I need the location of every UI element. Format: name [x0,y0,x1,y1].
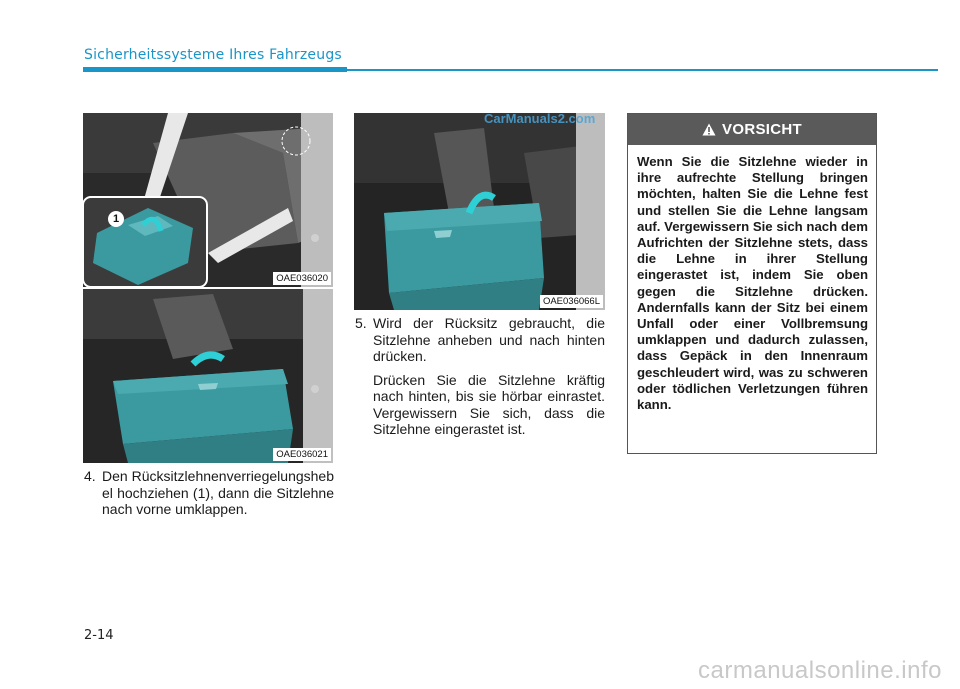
warning-body: Wenn Sie die Sitzlehne wieder in ihre aufrechte Stellung bringen möchten, halten Sie die Lehne fest und stellen Sie die Lehne langsam auf. Vergewissern Sie sich nach dem Aufrichten der Sitzlehne stets, dass die Lehne in ihrer Stellung eingerastet ist, indem Sie oben gegen die Sitzlehne drücken. Andernfalls kann der Sitz bei einem Unfall oder einer Vollbremsung umklappen und dadurch zulassen, dass Gepäck in den Innenraum geschleudert wird, was zu schweren oder tödlichen Verletzungen führen kann. [637,154,868,413]
figure-seat-folded [83,289,333,463]
step-number: 4. [84,468,96,484]
header-rule [347,69,938,71]
watermark-bottom: carmanualsonline.info [698,657,942,684]
figure-code: OAE036020 [273,272,331,285]
watermark-top: CarManuals2.com [484,111,596,126]
warning-header [628,114,876,145]
section-title: Sicherheitssysteme Ihres Fahrzeugs [84,47,342,63]
figure-seat-lifting [354,113,605,310]
step-text: Den Rücksitzlehnenverriegelungshebel hochziehen (1), dann die Sitzlehne nach vorne umklappen. [102,468,334,517]
figure-code: OAE036021 [273,448,331,461]
step-4 [84,468,334,518]
figure-code: OAE036066L [540,295,603,308]
seat-lever-illustration [83,113,333,287]
step-number: 5. [355,315,367,331]
warning-title: VORSICHT [722,121,802,138]
warning-triangle-icon [702,123,716,136]
seat-folded-illustration [83,289,333,463]
seat-lifting-illustration [354,113,605,310]
figure-seat-lever [83,113,333,287]
page-number: 2-14 [84,628,114,643]
warning-box [627,113,877,454]
step-paragraph: Drücken Sie die Sitzlehne kräftig nach hinten, bis sie hörbar einrastet. Vergewissern Sie sich, dass die Sitzlehne eingerastet ist. [373,371,605,437]
step-text: Wird der Rücksitz gebraucht, die Sitzlehne anheben und nach hinten drücken. [373,315,605,364]
section-title-underline [83,67,347,72]
callout-number-1: 1 [108,211,124,227]
step-5 [355,315,605,438]
